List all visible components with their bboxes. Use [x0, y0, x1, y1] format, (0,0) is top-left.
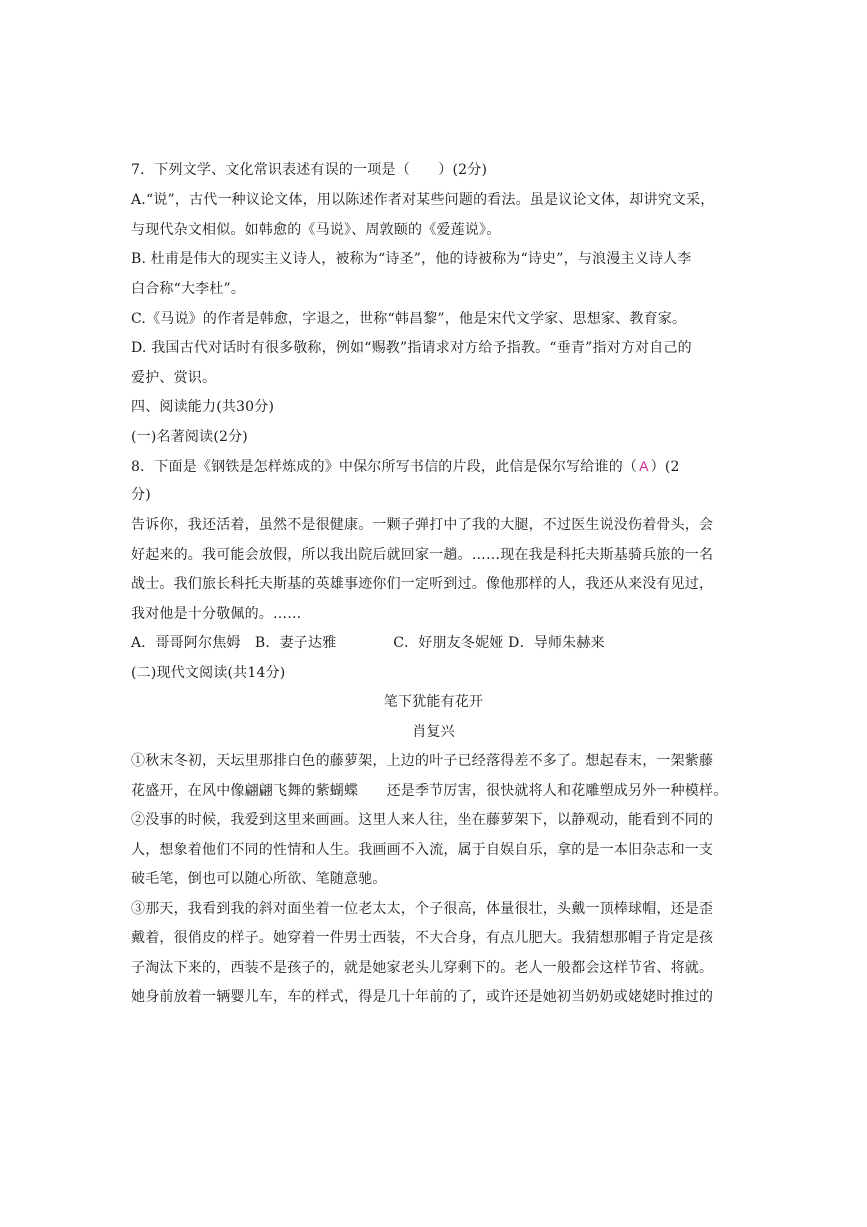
- q8-letter-line4: 我对他是十分敬佩的。……: [131, 606, 302, 622]
- section-heading: 四、阅读能力(共30分): [131, 399, 275, 415]
- paragraph-3-line2: 戴着，很俏皮的样子。她穿着一件男士西装，不大合身，有点儿肥大。我猜想那帽子肯定是孩: [131, 930, 714, 946]
- q7-option-b-line1: B. 杜甫是伟大的现实主义诗人，被称为“诗圣”，他的诗被称为“诗史”，与浪漫主义诗人李: [131, 251, 692, 267]
- paragraph-1-line2: 花盛开，在风中像翩翩飞舞的紫蝴蝶 还是季节厉害，很快就将人和花雕塑成另外一种模样。: [131, 783, 728, 799]
- paragraph-2-line3: 破毛笔，倒也可以随心所欲、笔随意驰。: [131, 871, 387, 887]
- modern-reading-heading: (二)现代文阅读(共14分): [131, 665, 286, 681]
- paragraph-1-line1: ①秋末冬初，天坛里那排白色的藤萝架，上边的叶子已经落得差不多了。想起春末，一架紫藤: [131, 753, 714, 769]
- q8-answer: A: [639, 458, 649, 474]
- q7-option-d-line1: D. 我国古代对话时有很多敬称，例如“赐教”指请求对方给予指教。“垂青”指对方对自己的: [131, 340, 692, 356]
- q8-stem-text: 8．下面是《钢铁是怎样炼成的》中保尔所写书信的片段，此信是保尔写给谁的（: [131, 459, 638, 475]
- paragraph-3-line3: 子淘汰下来的，西装不是孩子的，就是她家老头儿穿剩下的。老人一般都会这样节省、将就。: [131, 960, 714, 976]
- q8-options: A．哥哥阿尔焦姆 B．妻子达雅 C．好朋友冬妮娅 D．导师朱赫来: [131, 635, 605, 651]
- q7-option-b-line2: 白合称“大李杜”。: [131, 281, 246, 297]
- article-title: 笔下犹能有花开: [383, 694, 484, 710]
- q8-letter-line3: 战士。我们旅长科托夫斯基的英雄事迹你们一定听到过。像他那样的人，我还从来没有见过，: [131, 576, 714, 592]
- paragraph-3-line1: ③那天，我看到我的斜对面坐着一位老太太，个子很高，体量很壮，头戴一顶棒球帽，还是歪: [131, 901, 714, 917]
- paragraph-3-line4: 她身前放着一辆婴儿车，车的样式，得是几十年前的了，或许还是她初当奶奶或姥姥时推过的: [131, 989, 714, 1005]
- q8-stem: [131, 457, 680, 476]
- q7-option-a-line2: 与现代杂文相似。如韩愈的《马说》、周敦颐的《爱莲说》。: [131, 222, 501, 238]
- q7-option-c: C.《马说》的作者是韩愈，字退之，世称“韩昌黎”，他是宋代文学家、思想家、教育家。: [131, 311, 687, 327]
- q7-stem: 7．下列文学、文化常识表述有误的一项是（ ）(2分): [131, 162, 488, 178]
- subsection-heading: (一)名著阅读(2分): [131, 429, 248, 445]
- q7-option-d-line2: 爱护、赏识。: [131, 370, 217, 386]
- q8-letter-line1: 告诉你，我还活着，虽然不是很健康。一颗子弹打中了我的大腿，不过医生说没伤着骨头，会: [131, 517, 714, 533]
- article-author: 肖复兴: [412, 724, 455, 740]
- paragraph-2-line2: 人，想象着他们不同的性情和人生。我画画不入流，属于自娱自乐，拿的是一本旧杂志和一支: [131, 842, 714, 858]
- q7-option-a-line1: A.“说”，古代一种议论文体，用以陈述作者对某些问题的看法。虽是议论文体，却讲究文采，: [131, 192, 715, 208]
- q8-letter-line2: 好起来的。我可能会放假，所以我出院后就回家一趟。……现在我是科托夫斯基骑兵旅的一名: [131, 547, 714, 563]
- q8-stem-line2: 分): [131, 487, 151, 503]
- q8-stem-points: ）(2: [650, 459, 680, 475]
- paragraph-2-line1: ②没事的时候，我爱到这里来画画。这里人来人往，坐在藤萝架下，以静观动，能看到不同的: [131, 812, 714, 828]
